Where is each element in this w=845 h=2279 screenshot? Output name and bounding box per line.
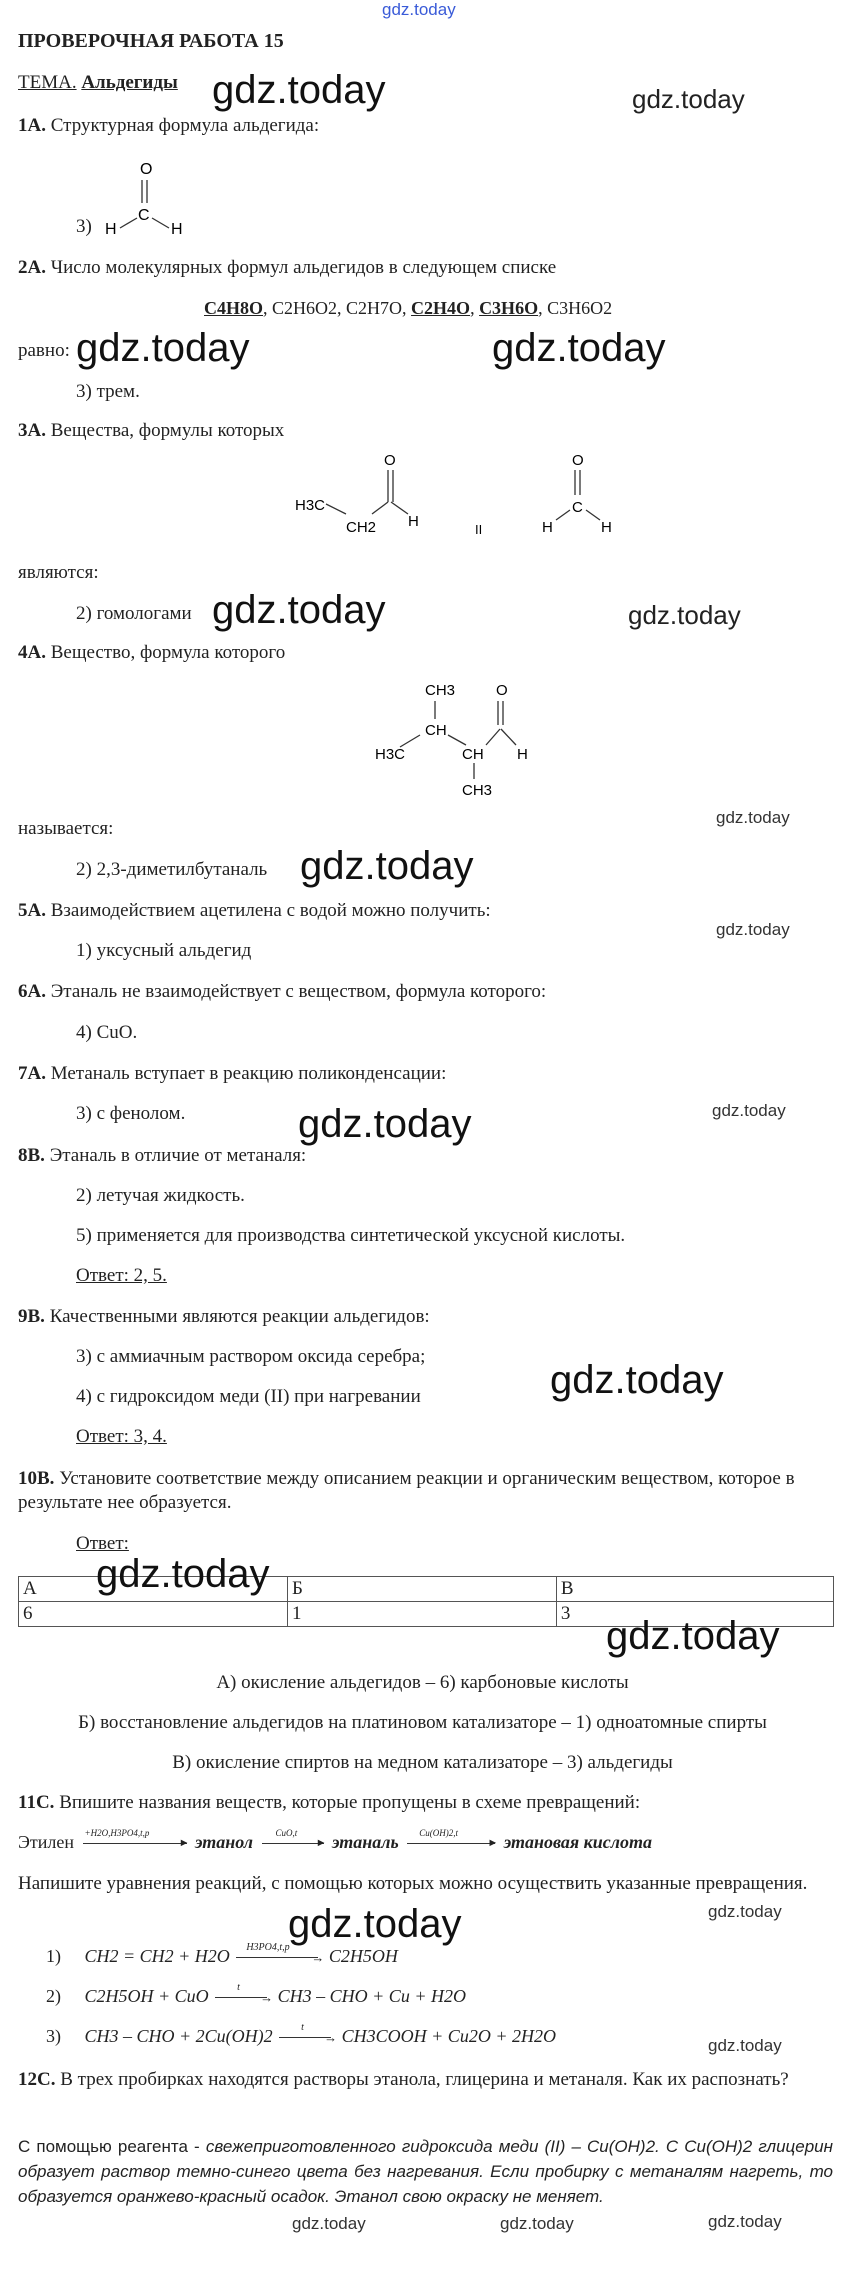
equation-1 bbox=[46, 1941, 398, 1968]
formula: C2H7O bbox=[346, 298, 403, 318]
match-line-a: А) окисление альдегидов – 6) карбоновые кислоты bbox=[216, 1672, 629, 1693]
question-text: В трех пробирках находятся растворы этанола, глицерина и метаналя. Как их распознать? bbox=[60, 2069, 789, 2090]
reaction-arrow: +H2O,H3PO4,t,p ► bbox=[84, 1827, 190, 1849]
question-number: 10B. bbox=[18, 1468, 55, 1489]
table-header: В bbox=[556, 1577, 833, 1602]
reaction-condition: t bbox=[301, 2021, 304, 2033]
reaction-condition: t bbox=[237, 1981, 240, 1993]
question-11 bbox=[18, 1792, 640, 1814]
answer-option: 3) с аммиачным раствором оксида серебра; bbox=[76, 1346, 426, 1367]
watermark: gdz.today bbox=[96, 1552, 270, 1596]
formaldehyde-structure bbox=[100, 150, 210, 240]
question-number: 5A. bbox=[18, 900, 46, 921]
question-8 bbox=[18, 1145, 306, 1167]
watermark: gdz.today bbox=[628, 600, 741, 630]
formula: C3H6O2 bbox=[547, 298, 613, 318]
atom-label: H bbox=[601, 519, 612, 536]
question-number: 2A. bbox=[18, 257, 46, 278]
watermark: gdz.today bbox=[76, 326, 250, 370]
answer: 2) гомологами bbox=[76, 603, 192, 624]
equation-number: 3) bbox=[46, 2026, 61, 2046]
scheme-start: Этилен bbox=[18, 1832, 74, 1852]
question-number: 9B. bbox=[18, 1306, 45, 1327]
atom-label: CH3 bbox=[462, 782, 493, 799]
formula-aldehyde: C3H6O bbox=[479, 298, 539, 318]
answer: 4) CuO. bbox=[76, 1022, 138, 1043]
watermark: gdz.today bbox=[708, 1902, 782, 1921]
atom-label: CH3 bbox=[425, 682, 456, 699]
formula-aldehyde: C4H8O bbox=[204, 298, 264, 318]
formula-list: C4H8O, C2H6O2, C2H7O, C2H4O, C3H6O, C3H6O2 bbox=[204, 298, 613, 318]
page-title: ПРОВЕРОЧНАЯ РАБОТА 15 bbox=[18, 30, 284, 52]
equation-left: CH2 = CH2 + H2O bbox=[84, 1946, 230, 1966]
equation-right: CH3 – CHO + Cu + H2O bbox=[277, 1986, 466, 2006]
equation-2 bbox=[46, 1981, 466, 2008]
question-12-answer bbox=[18, 2134, 833, 2209]
scheme-product: этановая кислота bbox=[503, 1832, 653, 1852]
answer-option: 5) применяется для производства синтетической уксусной кислоты. bbox=[76, 1225, 626, 1246]
reaction-arrow: CuO,t ► bbox=[258, 1834, 328, 1854]
atom-label: C bbox=[572, 499, 583, 516]
topic-line bbox=[18, 72, 178, 94]
watermark: gdz.today bbox=[212, 588, 386, 632]
topic-label: ТЕМА. bbox=[18, 72, 77, 93]
atom-label: H bbox=[408, 513, 419, 530]
question-text: Установите соответствие между описанием реакции и органическим веществом, которое в результате нее образуется. bbox=[18, 1468, 795, 1513]
equation-3 bbox=[46, 2021, 556, 2048]
answer: Ответ: 3, 4. bbox=[76, 1426, 167, 1447]
question-number: 7A. bbox=[18, 1063, 46, 1084]
watermark: gdz.today bbox=[716, 920, 790, 939]
question-5 bbox=[18, 900, 491, 922]
equation-right: C2H5OH bbox=[328, 1946, 398, 1966]
answer-label: Ответ: bbox=[76, 1533, 129, 1554]
reaction-arrow: t → bbox=[277, 2028, 337, 2048]
equals-label: равно: bbox=[18, 340, 70, 361]
answer-lead: С помощью реагента - bbox=[18, 2137, 200, 2156]
atom-label: H3C bbox=[295, 497, 326, 514]
match-line-b: Б) восстановление альдегидов на платиновом катализаторе – 1) одноатомные спирты bbox=[78, 1712, 767, 1733]
question-text: Структурная формула альдегида: bbox=[50, 115, 320, 136]
atom-label: H bbox=[171, 221, 183, 238]
answer: 1) уксусный альдегид bbox=[76, 940, 252, 961]
atom-label: H bbox=[105, 221, 117, 238]
question-number: 8B. bbox=[18, 1145, 45, 1166]
reaction-condition: H3PO4,t,p bbox=[246, 1941, 290, 1953]
atom-label: O bbox=[572, 452, 584, 469]
question-text: Число молекулярных формул альдегидов в следующем списке bbox=[50, 257, 557, 278]
watermark: gdz.today bbox=[708, 2212, 782, 2231]
watermark: gdz.today bbox=[298, 1102, 472, 1146]
watermark: gdz.today bbox=[292, 2214, 366, 2233]
question-number: 3A. bbox=[18, 420, 46, 441]
scheme-product: этанол bbox=[195, 1832, 254, 1852]
question-text: Этаналь в отличие от метаналя: bbox=[49, 1145, 307, 1166]
atom-label: H bbox=[542, 519, 553, 536]
question-9 bbox=[18, 1306, 430, 1328]
watermark: gdz.today bbox=[492, 326, 666, 370]
dimethylbutanal-structure bbox=[370, 675, 570, 800]
answer-option: 4) с гидроксидом меди (II) при нагревании bbox=[76, 1386, 421, 1407]
atom-label: CH bbox=[462, 746, 484, 763]
reaction-arrow: H3PO4,t,p → bbox=[234, 1948, 324, 1968]
answer: 2) 2,3-диметилбутаналь bbox=[76, 859, 268, 880]
equation-number: 1) bbox=[46, 1946, 61, 1966]
atom-label: CH bbox=[425, 722, 447, 739]
question-number: 1A. bbox=[18, 115, 46, 136]
watermark: gdz.today bbox=[712, 1101, 786, 1120]
atom-label: O bbox=[496, 682, 508, 699]
formula: C2H6O2 bbox=[272, 298, 338, 318]
question-6 bbox=[18, 981, 546, 1003]
watermark: gdz.today bbox=[212, 68, 386, 112]
reaction-arrow: Cu(OH)2,t ► bbox=[403, 1834, 499, 1854]
atom-label: H3C bbox=[375, 746, 406, 763]
question-text: Взаимодействием ацетилена с водой можно получить: bbox=[50, 900, 491, 921]
conjunction-label: II bbox=[475, 522, 483, 537]
formula-aldehyde: C2H4O bbox=[411, 298, 471, 318]
reaction-condition: +H2O,H3PO4,t,p bbox=[84, 1827, 150, 1838]
table-header: А bbox=[19, 1577, 288, 1602]
equation-number: 2) bbox=[46, 1986, 61, 2006]
answer: 3) с фенолом. bbox=[76, 1103, 186, 1124]
watermark: gdz.today bbox=[288, 1902, 462, 1946]
reaction-condition: CuO,t bbox=[275, 1827, 298, 1838]
watermark: gdz.today bbox=[716, 808, 790, 827]
question-text: Этаналь не взаимодействует с веществом, формула которого: bbox=[50, 981, 547, 1002]
question-7 bbox=[18, 1063, 446, 1085]
watermark: gdz.today bbox=[632, 84, 745, 114]
question-1 bbox=[18, 115, 319, 137]
question-4 bbox=[18, 642, 285, 664]
watermark: gdz.today bbox=[708, 2036, 782, 2055]
atom-label: C bbox=[138, 207, 150, 224]
atom-label: O bbox=[140, 161, 153, 178]
are-label: являются: bbox=[18, 562, 99, 583]
question-number: 4A. bbox=[18, 642, 46, 663]
answer-option: 2) летучая жидкость. bbox=[76, 1185, 245, 1206]
structures-pair bbox=[290, 450, 630, 550]
transformation-scheme bbox=[18, 1827, 653, 1854]
atom-label: H bbox=[517, 746, 528, 763]
question-12 bbox=[18, 2068, 833, 2092]
question-text: Впишите названия веществ, которые пропущены в схеме превращений: bbox=[59, 1792, 641, 1813]
question-text: Вещества, формулы которых bbox=[50, 420, 285, 441]
answer: 3) трем. bbox=[76, 381, 140, 402]
table-cell: 3 bbox=[556, 1602, 833, 1627]
scheme-product: этаналь bbox=[332, 1832, 399, 1852]
called-label: называется: bbox=[18, 818, 114, 839]
table-cell: 1 bbox=[287, 1602, 556, 1627]
question-3 bbox=[18, 420, 284, 442]
watermark: gdz.today bbox=[606, 1614, 780, 1658]
answer-number: 3) bbox=[76, 216, 92, 237]
equation-left: C2H5OH + CuO bbox=[84, 1986, 209, 2006]
question-number: 12C. bbox=[18, 2069, 56, 2090]
atom-label: CH2 bbox=[346, 519, 377, 536]
question-10 bbox=[18, 1467, 833, 1515]
question-number: 6A. bbox=[18, 981, 46, 1002]
equation-left: CH3 – CHO + 2Cu(OH)2 bbox=[84, 2026, 273, 2046]
watermark: gdz.today bbox=[500, 2214, 574, 2233]
answer-text: свежеприготовленного гидроксида меди (II) – Cu(OH)2. С Cu(OH)2 глицерин образует раствор темно-синего цвета без нагревания. Если пробирку с метаналям нагреть, то образуется оранжево-красный осадок. Этанол свою окраску не меняет. bbox=[18, 2137, 833, 2206]
atom-label: O bbox=[384, 452, 396, 469]
watermark: gdz.today bbox=[300, 844, 474, 888]
question-text: Метаналь вступает в реакцию поликонденсации: bbox=[50, 1063, 447, 1084]
watermark: gdz.today bbox=[550, 1358, 724, 1402]
question-text: Качественными являются реакции альдегидов: bbox=[49, 1306, 430, 1327]
watermark-top: gdz.today bbox=[382, 0, 456, 19]
answer: Ответ: 2, 5. bbox=[76, 1265, 167, 1286]
match-line-c: В) окисление спиртов на медном катализаторе – 3) альдегиды bbox=[172, 1752, 673, 1773]
reaction-condition: Cu(OH)2,t bbox=[419, 1827, 458, 1838]
question-text: Вещество, формула которого bbox=[50, 642, 286, 663]
equation-right: CH3COOH + Cu2O + 2H2O bbox=[341, 2026, 556, 2046]
question-number: 11C. bbox=[18, 1792, 55, 1813]
table-header: Б bbox=[287, 1577, 556, 1602]
question-2 bbox=[18, 257, 556, 279]
table-cell: 6 bbox=[19, 1602, 288, 1627]
question-11-task: Напишите уравнения реакций, с помощью которых можно осуществить указанные превращения. bbox=[18, 1873, 808, 1894]
topic-name: Альдегиды bbox=[81, 72, 178, 93]
reaction-arrow: t → bbox=[213, 1988, 273, 2008]
